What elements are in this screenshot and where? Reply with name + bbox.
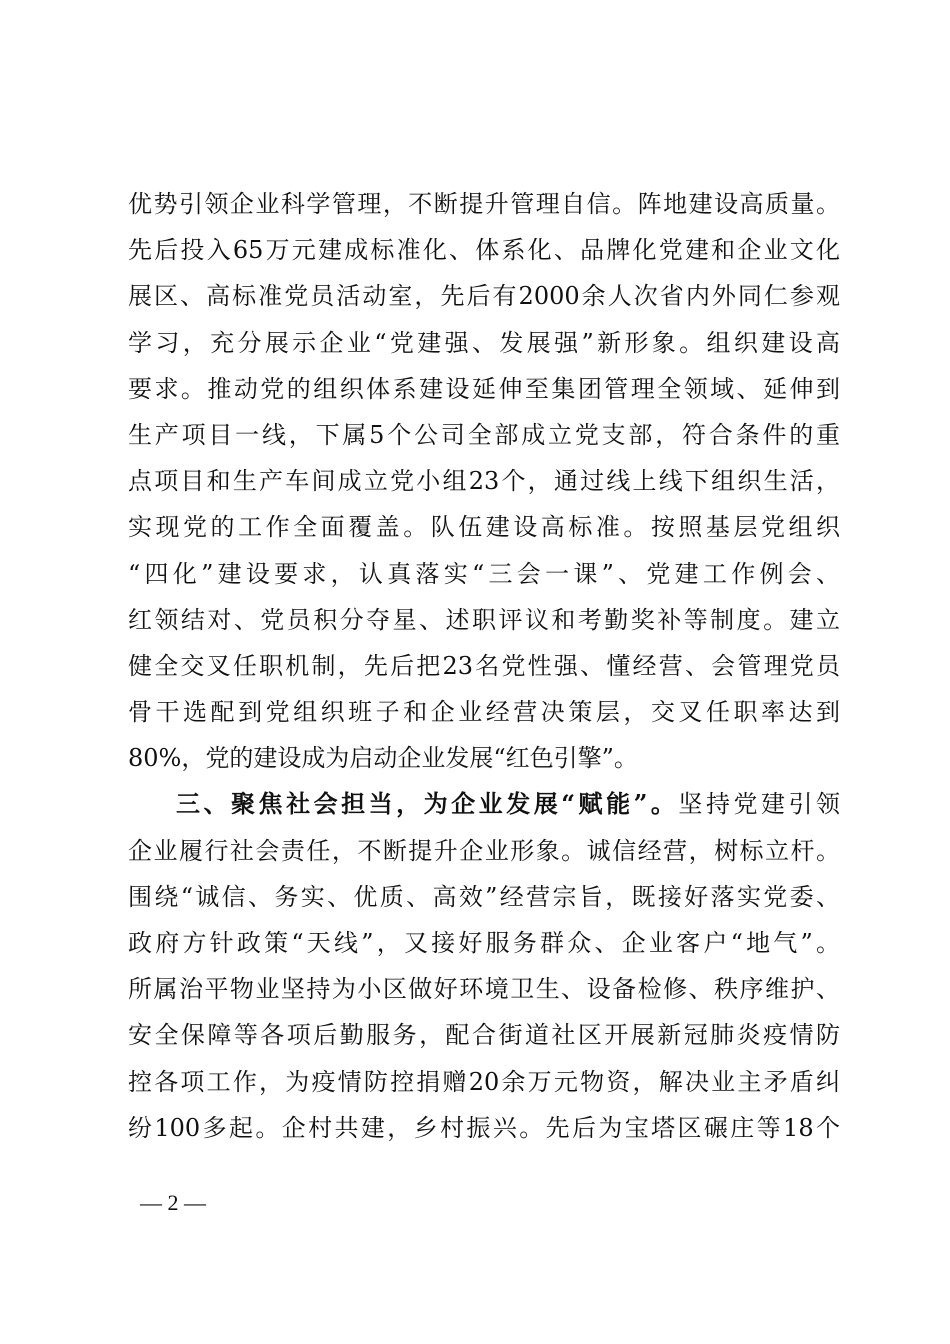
paragraph-line: 所属治平物业坚持为小区做好环境卫生、设备检修、秩序维护、	[128, 975, 840, 1004]
paragraph-line: 优势引领企业科学管理，不断提升管理自信。阵地建设高质量。	[128, 190, 840, 218]
paragraph-line: 控各项工作，为疫情防控捐赠20余万元物资，解决业主矛盾纠	[128, 1067, 840, 1096]
paragraph-line: 骨干选配到党组织班子和企业经营决策层，交叉任职率达到	[128, 698, 840, 727]
section-heading-line	[128, 787, 840, 833]
paragraph-line: 健全交叉任职机制，先后把23名党性强、懂经营、会管理党员	[128, 651, 840, 680]
paragraph-line: 纷100多起。企村共建，乡村振兴。先后为宝塔区碾庄等18个	[128, 1113, 840, 1142]
paragraph-line: 先后投入65万元建成标准化、体系化、品牌化党建和企业文化	[128, 236, 840, 265]
paragraph-line: 围绕“诚信、务实、优质、高效”经营宗旨，既接好落实党委、	[128, 882, 840, 911]
paragraph-line: 企业履行社会责任，不断提升企业形象。诚信经营，树标立杆。	[128, 836, 840, 865]
paragraph-line: 生产项目一线，下属5个公司全部成立党支部，符合条件的重	[128, 420, 840, 449]
section-heading: 三、聚焦社会担当，为企业发展“赋能”。	[176, 789, 679, 819]
paragraph-line: 要求。推动党的组织体系建设延伸至集团管理全领域、延伸到	[128, 374, 840, 403]
paragraph-line: 红领结对、党员积分夺星、述职评议和考勤奖补等制度。建立	[128, 605, 840, 634]
section-heading-continuation: 坚持党建引领	[678, 790, 841, 819]
paragraph-line: 点项目和生产车间成立党小组23个，通过线上线下组织生活，	[128, 467, 840, 496]
paragraph-line: 展区、高标准党员活动室，先后有2000余人次省内外同仁参观	[128, 282, 840, 311]
paragraph-line: 安全保障等各项后勤服务，配合街道社区开展新冠肺炎疫情防	[128, 1021, 840, 1050]
page-number: — 2 —	[140, 1190, 206, 1215]
paragraph-line: 实现党的工作全面覆盖。队伍建设高标准。按照基层党组织	[128, 513, 840, 542]
paragraph-line: 政府方针政策“天线”，又接好服务群众、企业客户“地气”。	[128, 929, 840, 957]
paragraph-line: 80%，党的建设成为启动企业发展“红色引擎”。	[128, 744, 638, 773]
paragraph-line: 学习，充分展示企业“党建强、发展强”新形象。组织建设高	[128, 328, 840, 357]
body-text	[128, 187, 840, 1157]
paragraph-line: “四化”建设要求，认真落实“三会一课”、党建工作例会、	[128, 559, 840, 588]
